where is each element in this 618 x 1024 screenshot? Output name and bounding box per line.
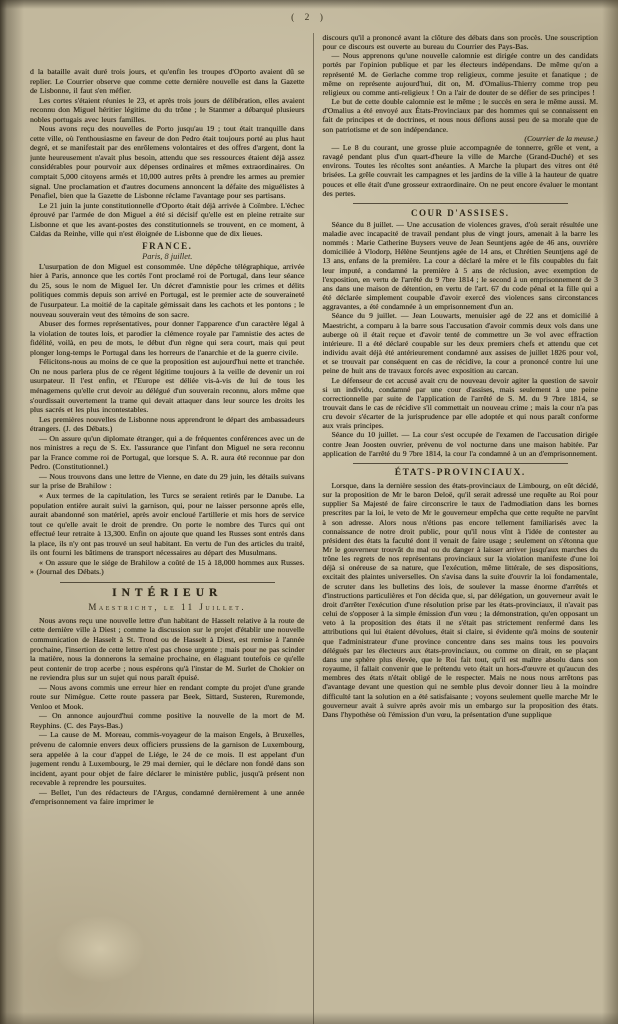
article-paragraph: Le but de cette double calomnie est le même ; le succès en sera le même aussi. M. d'Omalius a été envoyé aux États-Provinciaux par des hommes qui se connaissent en fait de principes et de doctrines, et nous nous défions aussi peu de sa morale que de son patriotisme et de son indépendance. [322,97,598,134]
left-column [30,67,313,1024]
section-divider-rule [353,463,568,464]
article-paragraph: Félicitons-nous au moins de ce que la proposition est aujourd'hui nette et tranchée. On ne nous parlera plus de ce régent légitime toujours à la veille de devenir un roi usurpateur. Il l'est enfin, et l'Europe est déliée vis-à-vis de lui de tous les ménagemens qu'elle crut devoir au délégué d'un souverain reconnu, alors même que s'ourdissait ouvertement la trame qui devait attaquer dans leur source les droits les plus sacrés et les plus incontestables. [30,357,305,415]
article-paragraph: — On assure qu'un diplomate étranger, qui a de fréquentes conférences avec un de nos ministres a reçu de S. Ex. l'assurance que l'infant don Miguel ne sera reconnu par la France comme roi de Portugal, que lorsque S. A. R. aura été reconnue par don Pedro. (Constitutionnel.) [30,433,305,472]
section-heading-france: FRANCE. [142,240,193,251]
article-paragraph: discours qu'il a prononcé avant la clôture des débats dans son procès. Une souscription pour ce discours est ouverte au bureau du Courrier des Pays-Bas. [322,33,598,52]
section-divider-rule [353,203,568,204]
source-attribution: (Courrier de la meuse.) [524,133,598,143]
dateline-paris: Paris, 8 juillet. [142,251,193,261]
dateline-maestricht: Maestricht, le 11 Juillet. [88,601,247,612]
article-paragraph: Le défenseur de cet accusé avait cru de nouveau devoir agiter la question de savoir si un individu, condamné par une cour d'assises, mais seulement à une peine correctionnelle par suite de l'application de l'arrêté de S. M. du 9 7bre 1814, se trouvait dans le cas de récidive s'il commettait un nouveau crime ; mais la cour n'a pas cru devoir s'écarter de la jurisprudence par elle adoptée et qui nous paraît conforme aux vrais principes. [322,375,598,431]
article-paragraph: Séance du 10 juillet. — La cour s'est occupée de l'examen de l'accusation dirigée contre Jean Joosten ouvrier, prévenu de vol nocturne dans une maison habitée. Par application de l'arrêté du 9 7bre 1814, la cour l'a condamné à un an d'emprisonnement. [322,430,598,458]
article-paragraph: — Nous apprenons qu'une nouvelle calomnie est dirigée contre un des candidats portés par l'opinion publique et par les électeurs indépendans. De même qu'on a représenté M. de Gerlache comme trop religieux, comme jesuite et fanatique ; de même on représente aujourd'hui, dit on, M. d'Omalius-Thierry comme trop peu religieux ou comme anti-religieux ! On a l'air de douter de se défier de ses principes ! [322,51,598,97]
article-paragraph: Le 21 juin la junte constitutionnelle d'Oporto était déjà arrivée à Coïmbre. L'échec éprouvé par l'armée de don Miguel a été si décisif qu'elle est en pleine retraite sur Lisbonne et que les avant-postes des constitutionnels se trouvent, en ce moment, à Caldas da Reinhe, ville qui n'est éloignée de Lisbonne que de dix lieues. [30,200,305,239]
article-paragraph: Séance du 8 juillet. — Une accusation de violences graves, d'où serait résultée une maladie avec incapacité de travail pendant plus de vingt jours, amenait à la barre les nommés : Marie Catherine Buysers veuve de Jean Seuntjens agée de 46 ans, ouvrière domiciliée à Vlodorp, Hélène Seuntjens agée de 14 ans, et Chrétien Seuntjens agé de 13 ans, enfans de la première. La cour a déclaré la mère et le fils coupables du fait leur imputé, a condamné la première à 5 ans de réclusion, avec exemption de l'exposition, en vertu de l'arrêté du 9 7bre 1814 ; le second à un emprisonnement de 3 ans dans une maison de détention, en vertu de l'art. 67 du code pénal et la fille qui a été déclarée simplement coupable d'avoir exercé des violences sans circonstances aggravantes, a été condamnée à un emprisonnement d'un an. [322,219,598,312]
article-paragraph: Séance du 9 juillet. — Jean Louwarts, menuisier agé de 22 ans et domicilié à Maestricht, a comparu à la barre sous l'accusation d'avoir commis deux vols dans une auberge où il était reçue et d'avoir tenté de commettre un 3e vol avec effraction intérieure. Il a été déclaré coupable sur les deux premiers chefs et attendu que cet individu avait déjà été antérieurement condamné aux assises de juillet 1826 pour vol, et se trouvait par conséquent en cas de récidive, la cour a prononcé contre lui une peine de huit ans de travaux forcés avec exposition au carcan. [322,311,598,376]
article-paragraph: « On assure que le siége de Brahilow a coûté de 15 à 18,000 hommes aux Russes. » (Journal des Débats.) [30,557,305,577]
article-paragraph: Lorsque, dans la dernière session des états-provinciaux de Limbourg, on eût décidé, sur la proposition de Mr le baron Deloë, qu'il serait adressé une requête au Roi pour supplier Sa Majesté de faire circonscrire le taux de l'admodiation dans les bornes prescrites par la loi, le veto de Mr le gouverneur empêcha que cette requête ne parvînt à son adresse. Alors nous n'étions pas encore tellement familiarisés avec la connaissance de notre droit public, pour qu'il nous vînt à l'idée de contester au président des états la faculté dont il venait de faire usage ; seulement on s'étonna que Mr le gouverneur trouvât du mal ou du danger à laisser arriver jusqu'aux marches du trône les regrets de nos représentans provinciaux sur la violation manifeste d'une loi déjà si onéreuse de sa nature, que l'exécution, même littérale, de ses dispositions, excitait des plaintes universelles. On s'avisa dans la suite d'ouvrir la loi fondamentale, de scruter dans les bulletins des lois, de soulever la masse énorme d'arrêtés et d'instructions particulières et l'on décida que, si, par délégation, un gouverneur avait le droit d'arrêter l'exécution d'une résolution prise par les états-provinciaux, il n'avait pas celui de s'opposer à la simple émission d'un vœu ; la démonstration, qu'en opposant un veto à la proposition des états il ne s'était pas strictement renfermé dans les attributions qui lui étaient dévolues, était si claire, si évidente qu'à moins de soutenir que l'administrateur d'une province concentre dans ses mains tous les pouvoirs délégués par les électeurs aux états-provinciaux, ou comme on dirait, en se plaçant dans une sphère plus élevée, que le Roi fait tout, qu'il est maître absolu dans son royaume, il fallait convenir que le prétendu veto était un hors-d'œuvre et qu'aucun des membres des états n'était obligé de le respecter. Mais ne nous nous arrêtons pas d'avantage devant une question qui ne semble plus devoir donner lieu à la moindre difficulté tant la solution en a été satisfaisante ; voyons seulement quelle marche Mr le gouverneur avait à suivre après avoir mis un embargo sur la proposition des états. Dans l'hypothèse où l'émission d'un vœu, la présentation d'une supplique [322,480,598,719]
right-column [313,33,599,1024]
two-column-layout [30,33,598,1024]
article-paragraph: Nous avons reçu des nouvelles de Porto jusqu'au 19 ; tout était tranquille dans cette ville, où l'enthousiasme en faveur de don Pedro était toujours porté au plus haut degré, et se manifestait par des enrôlemens volontaires et des offres d'argent, dont la junte heureusement n'avait plus besoin, attendu que ses ressources étaient déjà assez considérables pour pourvoir aux dépenses ordinaires et mêmes extraordinaires. On comptait 5,000 citoyens armés et 10,000 autres prêts à prendre les armes au premier signal. Une proclamation et d'autres documens annoncent la défaite des miguélistes à Penafiel, bien que la Gazette de Lisbonne réclame l'avantage pour ses partisans. [30,124,305,201]
article-paragraph: Les premières nouvelles de Lisbonne nous apprendront le départ des ambassadeurs étrangers. (J. des Débats.) [30,414,305,434]
article-paragraph: Nous avons reçu une nouvelle lettre d'un habitant de Hasselt relative à la route de cette dernière ville à Diest ; comme la discussion sur le projet d'établir une nouvelle communication de Hasselt à St. Trond ou de Hasselt à Diest, est remise à l'année prochaine, l'insertion de cette lettre n'est pas chose urgente ; mais pour ne pas scinder la matière, nous la donnerons la semaine prochaine, en élaguant toutefois ce qu'elle peut contenir de trop acerbe ; nous espérons qu'à l'instar de M. Surlet de Chokier on ne reviendra plus sur un sujet qui nous paraît épuisé. [30,615,305,683]
section-heading-etats-provinciaux: ÉTATS-PROVINCIAUX. [394,467,526,478]
article-paragraph: — Le 8 du courant, une grosse pluie accompagnée de tonnerre, grêle et vent, a ravagé pendant plus d'un quart-d'heure la ville de Marche (Grand-Duché) et ses environs. Toutes les récoltes sont anéanties. A Marche la plupart des vitres ont été brisées. La grêle couvrait les campagnes et les jardins de la ville à la hauteur de quatre pouces et elle était d'une grosseur extraordinaire. On ne peut encore évaluer le montant des pertes. [322,142,598,198]
article-paragraph: — La cause de M. Moreau, commis-voyageur de la maison Engels, à Bruxelles, prévenu de calomnie envers deux officiers prussiens de la garnison de Luxembourg, sera appelée à la cour d'appel de Liége, le 24 de ce mois. Il est appelant d'un jugement rendu à Luxembourg, le 29 mai dernier, qui le déclare non fondé dans son incident, ayant pour objet de faire déclarer le ministère public, jusqu'à présent non recevable à reprendre les poursuites. [30,730,305,788]
article-paragraph: — Nous avons commis une erreur hier en rendant compte du projet d'une grande route sur Nimègue. Cette route passera par Beek, Sittard, Susteren, Ruremonde, Venloo et Mook. [30,682,305,711]
article-paragraph: — Nous trouvons dans une lettre de Vienne, en date du 29 juin, les détails suivans sur la prise de Brahilow : [30,471,305,491]
section-heading-cour-assises: COUR D'ASSISES. [410,207,510,218]
article-paragraph: — Bellet, l'un des rédacteurs de l'Argus, condamné dernièrement à une année d'emprisonnement va faire imprimer le [30,787,305,807]
article-paragraph: L'usurpation de don Miguel est consommée. Une dépêche télégraphique, arrivée hier à Paris, annonce que les cortès l'ont proclamé roi de Portugal, dans leur séance du 25, sous le nom de Miguel Ier. Un décret d'amnistie pour les crimes et délits politiques commis depuis son arrivé en Portugal, est le premier acte de souveraineté de l'usurpateur. La moitié de la capitale gémissait dans les cachots et les pontons ; le nouveau souverain veut des témoins de son sacre. [30,261,305,319]
article-paragraph: d la bataille avait duré trois jours, et qu'enfin les troupes d'Oporto avaient dû se replier. Le Courrier observe que comme cette dernière nouvelle est dans la Gazette de Lisbonne, il faut s'en méfier. [30,67,305,96]
article-paragraph: Les cortes s'étaient réunies le 23, et après trois jours de délibération, elles avaient reconnu don Miguel héritier légitime du du trône ; le Stanmer a débarqué plusieurs nobles portugais avec leurs familles. [30,95,305,124]
section-divider-rule [60,582,275,583]
section-heading-interieur: INTÉRIEUR [112,586,223,599]
article-paragraph: Abuser des formes représentatives, pour donner l'apparence d'un caractère légal à la violation de toutes lois, et parodier la clémence royale par l'amnistie des actes de fidélité, voilà, en peu de mots, le début d'un règne qui sera court, mais qui peut plonger long-temps le Portugal dans les horreurs de l'anarchie et de la guerre civile. [30,319,305,357]
page-number: ( 2 ) [291,13,327,23]
article-paragraph: « Aux termes de la capitulation, les Turcs se seraient retirés par le Danube. La population entière aurait suivi la garnison, qui, pour ne laisser personne après elle, aurait abandonné son matériel, après avoir encloué l'artillerie et mis hors de service tout ce qu'elle avait le droit de prendre. On porte le nombre des Turcs qui ont effectué leur retraite à 13,300. Enfin on ajoute que quand les Russes sont entrés dans la place, ils n'y ont pas trouvé un seul habitant. En vertu de l'un des articles du traité, ils ont fourni les bâtimens de transport nécessaires au départ des Musulmans. [30,490,305,558]
article-paragraph: — On annonce aujourd'hui comme positive la nouvelle de la mort de M. Reyphins. (C. des Pays-Bas.) [30,711,305,730]
